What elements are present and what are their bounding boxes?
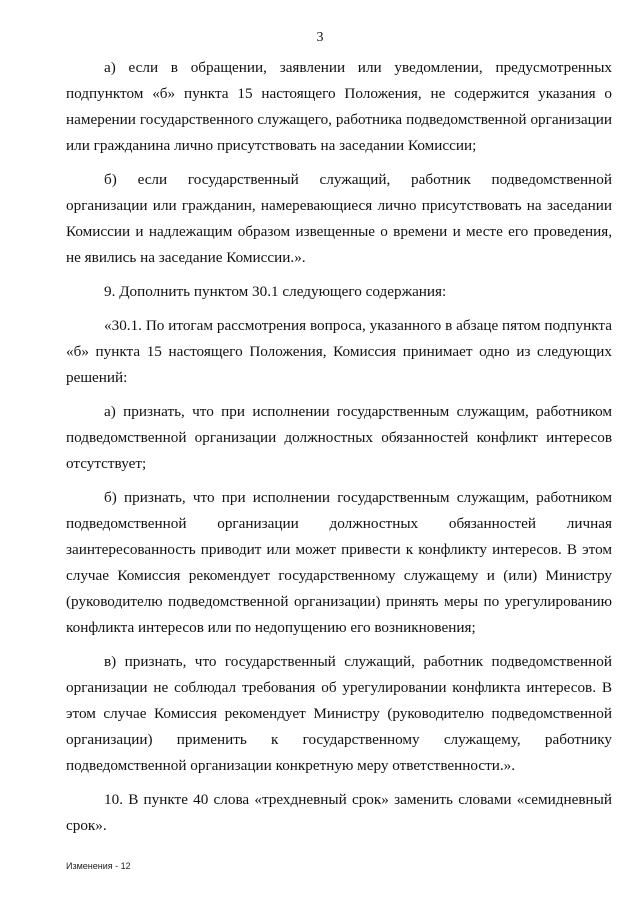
footer-label: Изменения - 12 bbox=[66, 861, 131, 871]
paragraph-item-10: 10. В пункте 40 слова «трехдневный срок» заменить словами «семидневный срок». bbox=[66, 791, 612, 834]
paragraph-30-1: «30.1. По итогам рассмотрения вопроса, указанного в абзаце пятом подпункта «б» пункта 15 настоящего Положения, Комиссия принимает одно из следующих решений: bbox=[66, 317, 612, 386]
paragraph-decision-b: б) признать, что при исполнении государственным служащим, работником подведомственной организации должностных обязанностей личная заинтересованность приводит или может привести к конфликту интересов. В этом случае Комиссия рекомендует государственному служащему и (или) Министру (руководителю подведомственной организации) принять меры по урегулированию конфликта интересов или по недопущению его возникновения; bbox=[66, 489, 612, 636]
paragraph-item-9: 9. Дополнить пунктом 30.1 следующего содержания: bbox=[104, 283, 447, 300]
paragraph-b-no-show: б) если государственный служащий, работник подведомственной организации или гражданин, намеревающиеся лично присутствовать на заседании Комиссии и надлежащим образом извещенные о времени и месте его проведения, не явились на заседание Комиссии.». bbox=[66, 171, 612, 266]
paragraph-decision-c: в) признать, что государственный служащий, работник подведомственной организации не соблюдал требования об урегулировании конфликта интересов. В этом случае Комиссия рекомендует Министру (руководителю подведомственной организации) применить к государственному служащему, работнику подведомственной организации конкретную меру ответственности.». bbox=[66, 653, 612, 774]
paragraph-a-no-intent: а) если в обращении, заявлении или уведомлении, предусмотренных подпунктом «б» пункта 15 настоящего Положения, не содержится указания о намерении государственного служащего, работника подведомственной организации или гражданина лично присутствовать на заседании Комиссии; bbox=[66, 59, 612, 154]
paragraph-decision-a: а) признать, что при исполнении государственным служащим, работником подведомственной организации должностных обязанностей конфликт интересов отсутствует; bbox=[66, 403, 612, 472]
document-body bbox=[66, 55, 612, 847]
page-number: 3 bbox=[316, 30, 324, 45]
